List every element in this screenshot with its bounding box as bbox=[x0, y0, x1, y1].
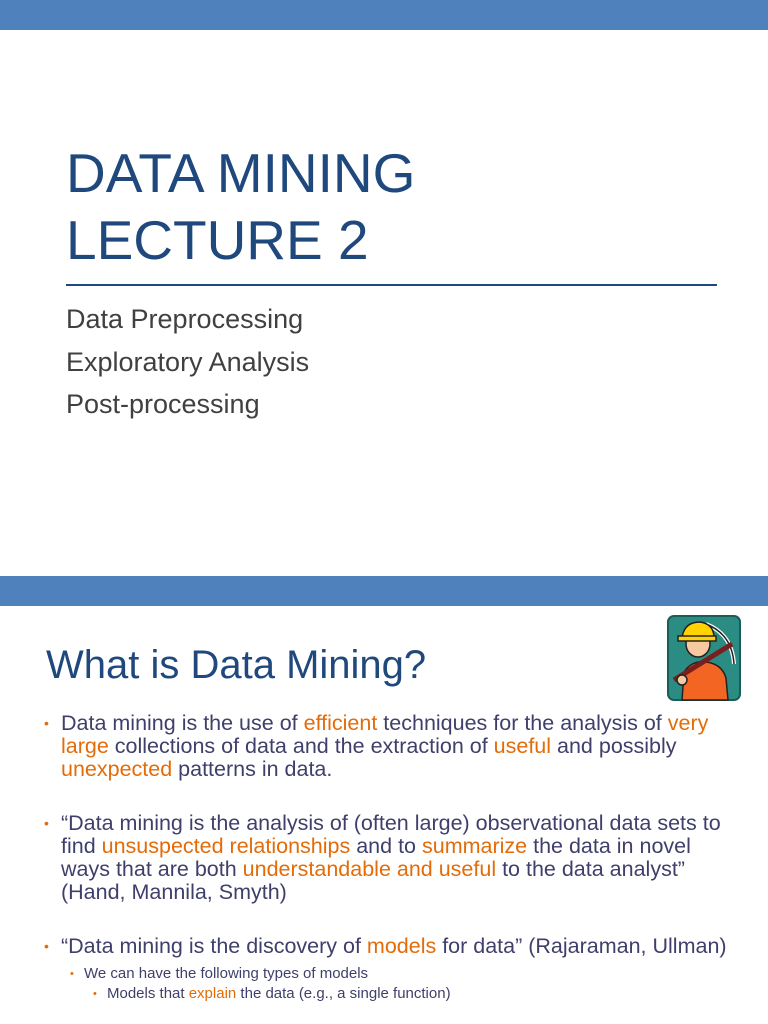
highlight-text: explain bbox=[188, 985, 237, 1002]
miner-with-pickaxe-icon bbox=[666, 614, 742, 702]
subtitle-list bbox=[66, 298, 309, 426]
highlight-text: unsuspected relationships bbox=[101, 834, 351, 858]
bullet-dot-icon: • bbox=[93, 988, 97, 1000]
highlight-text: very large bbox=[61, 711, 709, 758]
slide-heading: What is Data Mining? bbox=[46, 643, 427, 687]
highlight-text: understandable and useful bbox=[242, 857, 497, 881]
bullet-dot-icon: • bbox=[70, 968, 74, 980]
text-run: We can have the following types of models bbox=[84, 965, 369, 982]
text-run: “Data mining is the discovery of bbox=[61, 934, 367, 958]
bullet-definition bbox=[44, 712, 744, 781]
title-line-1: DATA MINING bbox=[66, 142, 416, 204]
sub-sub-bullet bbox=[44, 984, 744, 1004]
bullet-dot-icon: • bbox=[44, 938, 49, 954]
subtitle-item: Exploratory Analysis bbox=[66, 346, 310, 377]
text-run: collections of data and the extraction of bbox=[108, 734, 494, 758]
sub-bullet bbox=[44, 964, 744, 984]
highlight-text: efficient bbox=[303, 711, 378, 735]
highlight-text: models bbox=[366, 934, 437, 958]
highlight-text: useful bbox=[493, 734, 552, 758]
subtitle-item: Data Preprocessing bbox=[66, 304, 304, 334]
top-accent-bar bbox=[0, 576, 768, 606]
text-run: for data” (Rajaraman, Ullman) bbox=[436, 934, 727, 958]
bullet-dot-icon: • bbox=[44, 715, 49, 731]
bullet-dot-icon: • bbox=[44, 815, 49, 831]
highlight-text: summarize bbox=[421, 834, 528, 858]
bullet-list bbox=[44, 712, 744, 1004]
text-run: the data (e.g., a single function) bbox=[236, 985, 451, 1002]
text-run: to the data analyst” (Hand, Mannila, Smyth) bbox=[61, 857, 685, 904]
slide-title bbox=[66, 140, 726, 274]
text-run: “Data mining is the analysis of (often large) observational data sets to find bbox=[61, 811, 721, 858]
bullet-quote-rajaraman bbox=[44, 935, 744, 958]
top-accent-bar bbox=[0, 0, 768, 30]
text-run: patterns in data. bbox=[172, 757, 333, 781]
text-run: and possibly bbox=[551, 734, 677, 758]
text-run: Data mining is the use of bbox=[61, 711, 304, 735]
text-run: Models that bbox=[107, 985, 189, 1002]
highlight-text: unexpected bbox=[61, 757, 173, 781]
text-run: techniques for the analysis of bbox=[377, 711, 668, 735]
subtitle-item: Post-processing bbox=[66, 389, 260, 419]
text-run: and to bbox=[350, 834, 422, 858]
title-line-2: LECTURE 2 bbox=[66, 209, 369, 271]
bullet-quote-hand bbox=[44, 812, 744, 904]
title-divider bbox=[66, 284, 717, 286]
text-run: the data in novel ways that are both bbox=[61, 834, 691, 881]
